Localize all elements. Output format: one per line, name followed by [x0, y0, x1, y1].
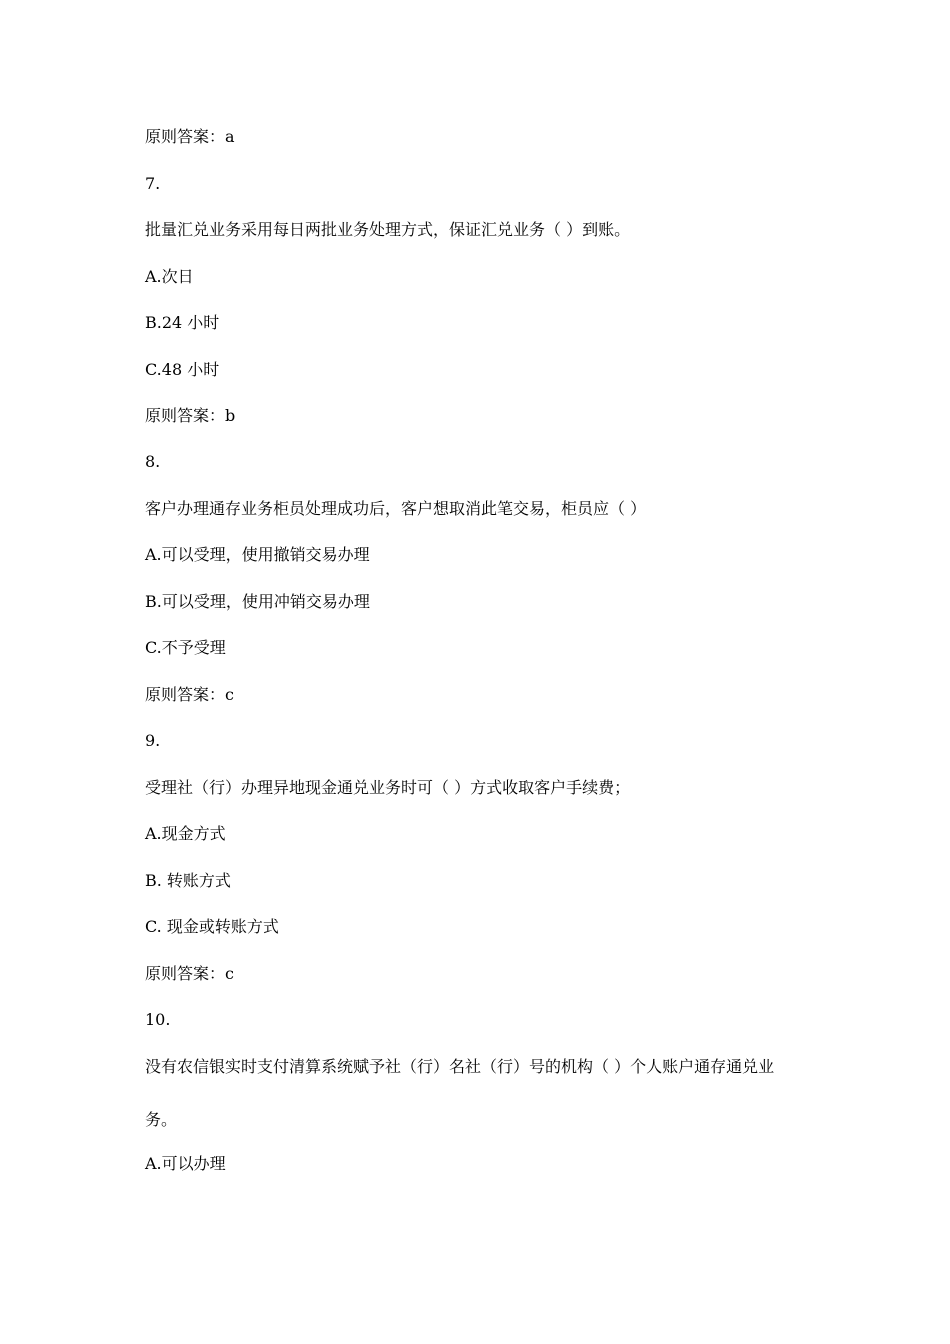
question-10-text: 没有农信银实时支付清算系统赋予社（行）名社（行）号的机构（ ）个人账户通存通兑业	[145, 1057, 775, 1076]
question-7-text: 批量汇兑业务采用每日两批业务处理方式，保证汇兑业务（ ）到账。	[145, 220, 631, 239]
question-8-option-a: A.可以受理，使用撤销交易办理	[145, 545, 370, 564]
answer-6: 原则答案：a	[145, 127, 235, 146]
question-number-10: 10.	[145, 1010, 171, 1029]
answer-7: 原则答案：b	[145, 406, 236, 425]
question-number-7: 7.	[145, 174, 161, 193]
question-number-8: 8.	[145, 452, 161, 471]
question-8-option-c: C.不予受理	[145, 638, 226, 657]
question-number-9: 9.	[145, 731, 161, 750]
question-9-option-c: C. 现金或转账方式	[145, 917, 279, 936]
question-7-option-a: A.次日	[145, 267, 194, 286]
question-7-option-b: B.24 小时	[145, 313, 220, 332]
question-10-text-continued: 务。	[145, 1110, 178, 1129]
question-8-option-b: B.可以受理，使用冲销交易办理	[145, 592, 370, 611]
question-9-text: 受理社（行）办理异地现金通兑业务时可（ ）方式收取客户手续费；	[145, 778, 631, 797]
answer-8: 原则答案：c	[145, 685, 234, 704]
question-7-option-c: C.48 小时	[145, 360, 220, 379]
question-10-option-a: A.可以办理	[145, 1154, 226, 1173]
question-9-option-a: A.现金方式	[145, 824, 226, 843]
question-8-text: 客户办理通存业务柜员处理成功后，客户想取消此笔交易，柜员应（ ）	[145, 499, 647, 518]
answer-9: 原则答案：c	[145, 964, 234, 983]
question-9-option-b: B. 转账方式	[145, 871, 231, 890]
